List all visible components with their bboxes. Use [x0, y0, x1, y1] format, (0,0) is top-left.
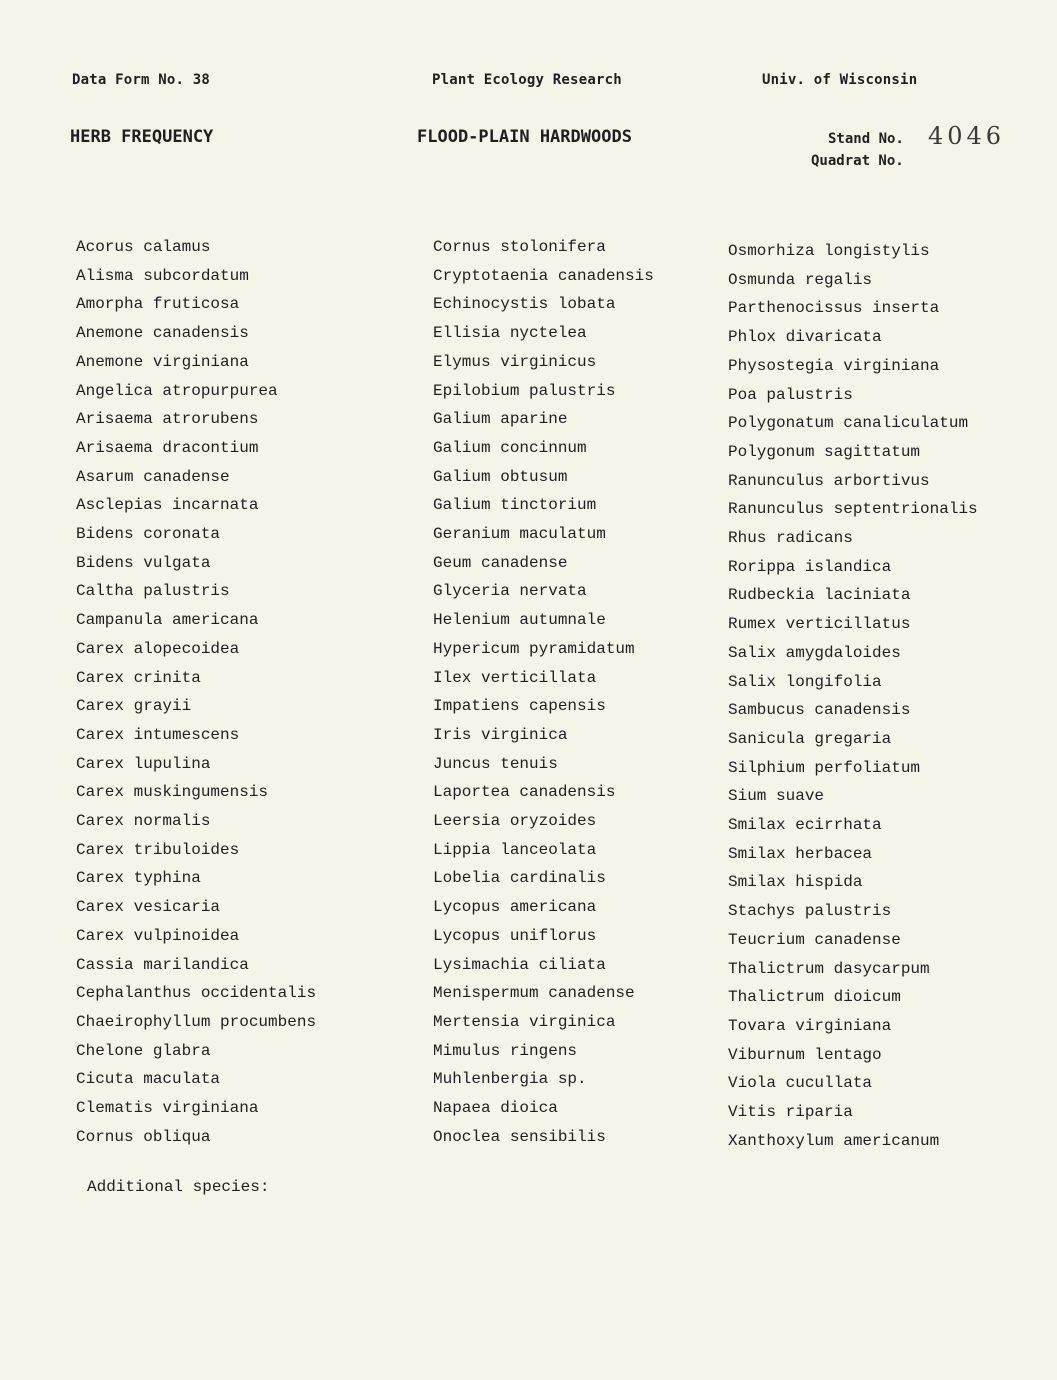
species-item: Napaea dioica [433, 1099, 558, 1118]
species-item: Cassia marilandica [76, 955, 249, 974]
species-item: Cryptotaenia canadensis [433, 266, 654, 285]
species-item: Vitis riparia [728, 1103, 853, 1122]
species-item: Carex typhina [76, 869, 201, 888]
species-item: Viola cucullata [728, 1074, 873, 1093]
species-item: Sanicula gregaria [728, 729, 892, 748]
species-item: Galium aparine [433, 410, 568, 429]
species-item: Smilax herbacea [728, 844, 873, 863]
species-item: Helenium autumnale [433, 611, 606, 630]
species-item: Cornus obliqua [76, 1127, 211, 1146]
species-item: Echinocystis lobata [433, 295, 616, 314]
species-item: Polygonum sagittatum [728, 442, 921, 461]
species-item: Teucrium canadense [728, 930, 901, 949]
species-column-3 [728, 237, 978, 1156]
form-title: HERB FREQUENCY [70, 127, 214, 147]
species-item: Amorpha fruticosa [76, 295, 240, 314]
species-item: Osmorhiza longistylis [728, 242, 930, 260]
species-item: Cephalanthus occidentalis [76, 984, 317, 1003]
species-item: Mertensia virginica [433, 1012, 616, 1031]
species-item: Ilex verticillata [433, 668, 597, 687]
species-item: Glyceria nervata [433, 582, 587, 601]
species-item: Angelica atropurpurea [76, 381, 278, 400]
species-item: Osmunda regalis [728, 270, 873, 289]
species-item: Viburnum lentago [728, 1045, 882, 1064]
species-item: Rhus radicans [728, 529, 853, 548]
species-item: Alisma subcordatum [76, 266, 249, 285]
species-item: Bidens vulgata [76, 553, 211, 572]
species-item: Xanthoxylum americanum [728, 1131, 940, 1150]
species-item: Mimulus ringens [433, 1041, 578, 1060]
species-item: Lippia lanceolata [433, 840, 597, 859]
species-item: Sambucus canadensis [728, 701, 911, 720]
species-item: Campanula americana [76, 611, 259, 630]
species-item: Arisaema dracontium [76, 438, 259, 457]
species-item: Salix amygdaloides [728, 643, 901, 662]
species-item: Tovara virginiana [728, 1016, 892, 1035]
species-item: Polygonatum canaliculatum [728, 414, 969, 433]
species-item: Epilobium palustris [433, 381, 616, 400]
species-item: Cicuta maculata [76, 1070, 221, 1089]
species-item: Smilax hispida [728, 873, 863, 892]
species-item: Galium obtusum [433, 467, 568, 486]
species-item: Carex muskingumensis [76, 783, 269, 802]
species-item: Rudbeckia laciniata [728, 586, 911, 605]
species-item: Lysimachia ciliata [433, 955, 606, 974]
species-item: Anemone canadensis [76, 324, 249, 343]
quadrat-label: Quadrat No. [811, 153, 904, 169]
species-item: Thalictrum dioicum [728, 988, 901, 1007]
species-item: Clematis virginiana [76, 1099, 259, 1118]
species-column-2 [433, 233, 654, 1152]
species-item: Thalictrum dasycarpum [728, 959, 930, 978]
species-column-1 [76, 233, 316, 1152]
species-item: Silphium perfoliatum [728, 758, 921, 777]
species-item: Asarum canadense [76, 467, 230, 486]
species-item: Stachys palustris [728, 902, 892, 921]
species-item: Carex vesicaria [76, 898, 221, 917]
species-item: Onoclea sensibilis [433, 1127, 606, 1146]
species-item: Leersia oryzoides [433, 812, 597, 831]
species-item: Anemone virginiana [76, 352, 249, 371]
species-item: Rorippa islandica [728, 557, 892, 576]
species-item: Iris virginica [433, 725, 568, 744]
species-item: Carex lupulina [76, 754, 211, 773]
stand-number-handwritten: 4046 [928, 122, 1006, 150]
species-item: Smilax ecirrhata [728, 816, 882, 835]
species-item: Cornus stolonifera [433, 238, 606, 256]
additional-species-label: Additional species: [87, 1178, 270, 1196]
species-item: Ranunculus septentrionalis [728, 500, 978, 519]
species-item: Arisaema atrorubens [76, 410, 259, 429]
community-title: FLOOD-PLAIN HARDWOODS [417, 127, 632, 147]
university: Univ. of Wisconsin [762, 72, 918, 88]
species-item: Physostegia virginiana [728, 356, 940, 375]
species-item: Poa palustris [728, 385, 853, 404]
species-item: Phlox divaricata [728, 328, 882, 347]
species-item: Carex grayii [76, 697, 192, 716]
species-item: Lycopus uniflorus [433, 926, 597, 945]
species-item: Chaeirophyllum procumbens [76, 1012, 317, 1031]
species-item: Galium concinnum [433, 438, 587, 457]
species-item: Carex vulpinoidea [76, 926, 240, 945]
species-item: Lobelia cardinalis [433, 869, 606, 888]
organization: Plant Ecology Research [432, 72, 622, 88]
species-item: Acorus calamus [76, 238, 211, 256]
species-item: Carex intumescens [76, 725, 240, 744]
species-item: Carex crinita [76, 668, 201, 687]
species-item: Carex alopecoidea [76, 639, 240, 658]
species-item: Salix longifolia [728, 672, 882, 691]
species-item: Asclepias incarnata [76, 496, 259, 515]
species-item: Caltha palustris [76, 582, 230, 601]
species-item: Menispermum canadense [433, 984, 635, 1003]
species-item: Lycopus americana [433, 898, 597, 917]
form-number: Data Form No. 38 [72, 72, 211, 88]
species-item: Hypericum pyramidatum [433, 639, 635, 658]
species-item: Ellisia nyctelea [433, 324, 587, 343]
species-item: Laportea canadensis [433, 783, 616, 802]
species-item: Carex tribuloides [76, 840, 240, 859]
species-item: Sium suave [728, 787, 825, 806]
stand-label: Stand No. [828, 131, 904, 147]
species-item: Bidens coronata [76, 525, 221, 544]
species-item: Ranunculus arbortivus [728, 471, 930, 490]
species-item: Galium tinctorium [433, 496, 597, 515]
species-item: Elymus virginicus [433, 352, 597, 371]
species-item: Geum canadense [433, 553, 568, 572]
species-item: Muhlenbergia sp. [433, 1070, 587, 1089]
species-item: Rumex verticillatus [728, 615, 911, 634]
species-item: Parthenocissus inserta [728, 299, 940, 318]
species-item: Geranium maculatum [433, 525, 606, 544]
species-item: Chelone glabra [76, 1041, 211, 1060]
species-item: Carex normalis [76, 812, 211, 831]
species-item: Juncus tenuis [433, 754, 558, 773]
species-item: Impatiens capensis [433, 697, 606, 716]
